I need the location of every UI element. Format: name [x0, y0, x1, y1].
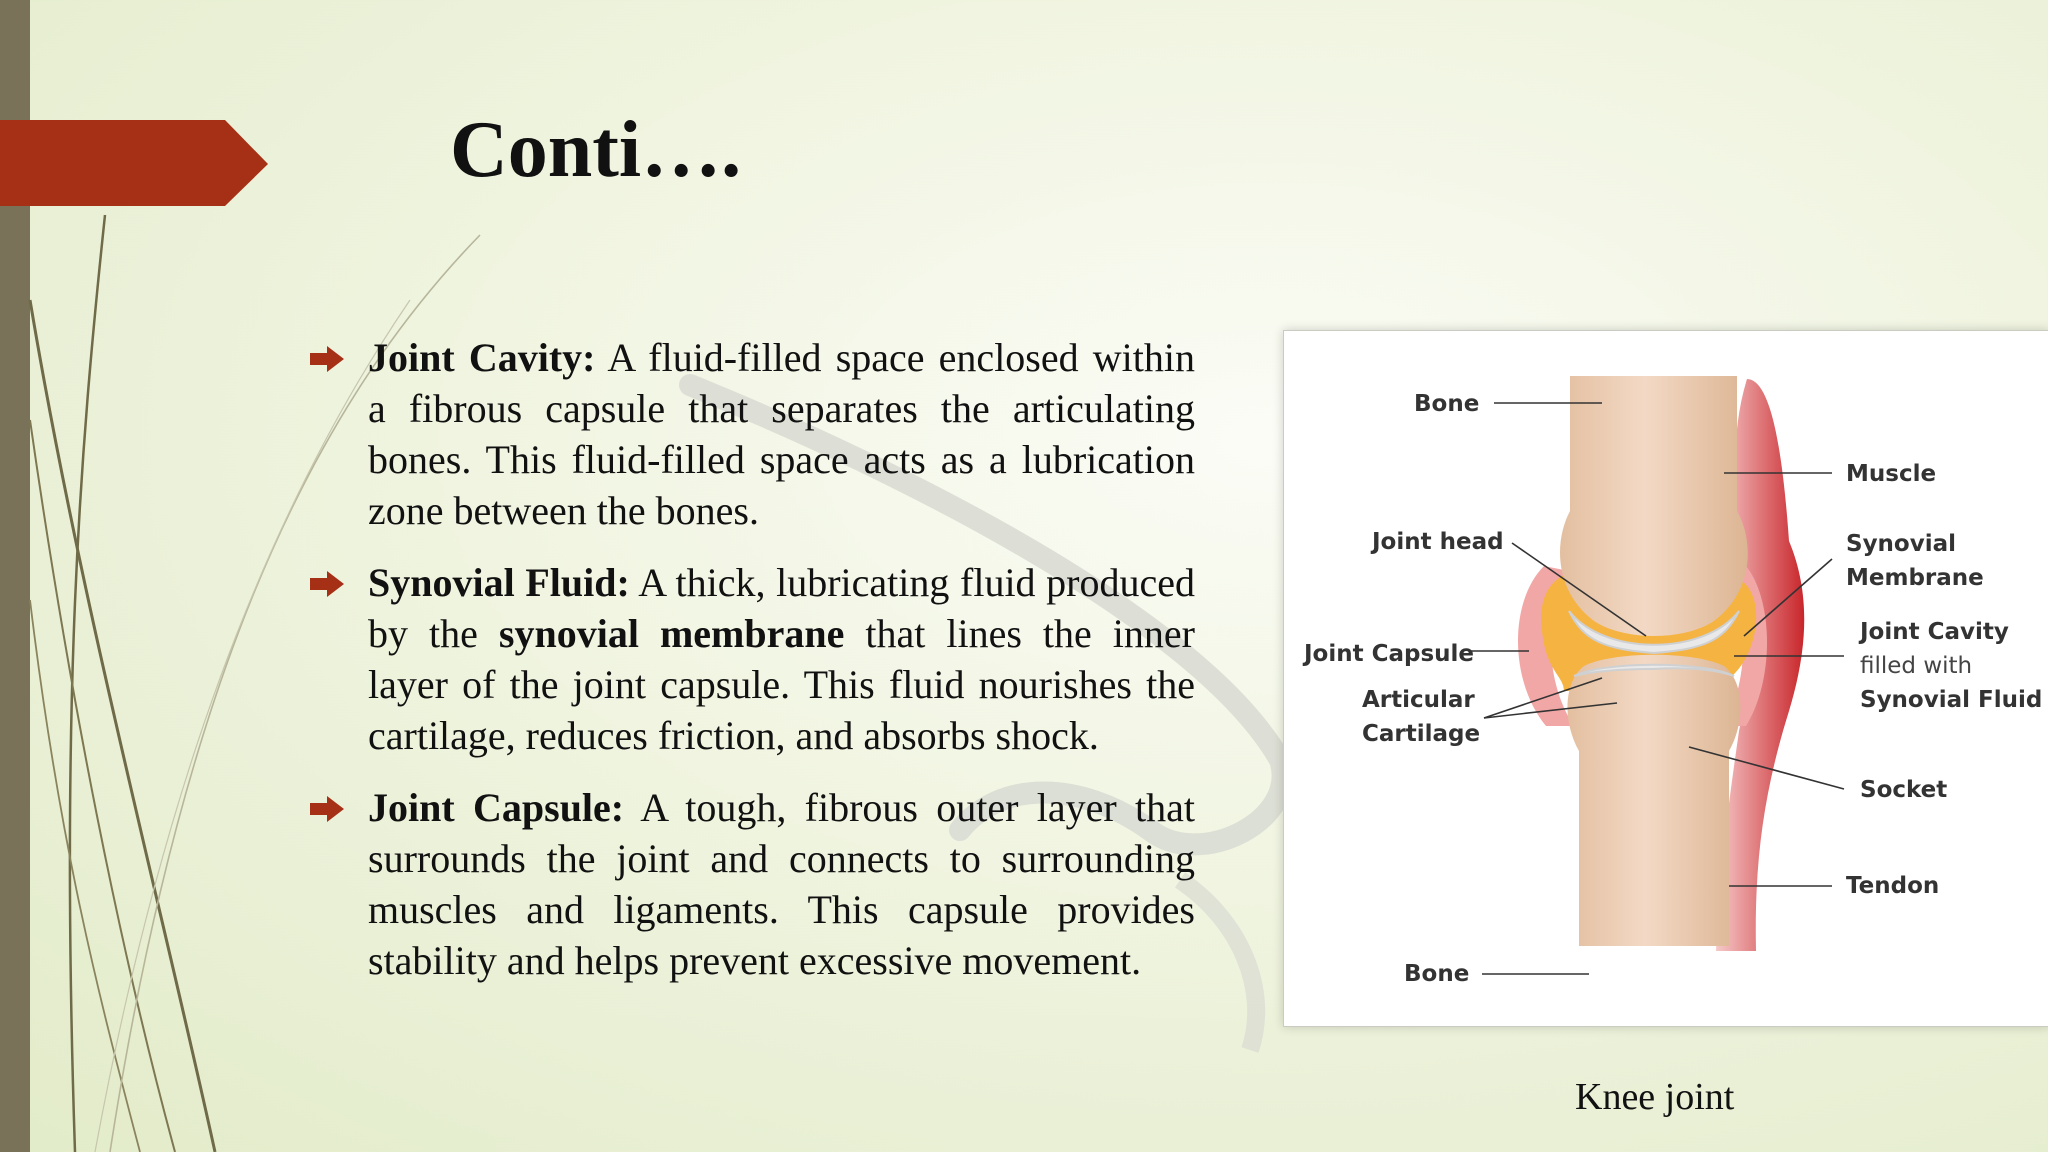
- label-muscle: Muscle: [1846, 461, 1937, 487]
- arrow-bullet-icon: [310, 346, 346, 372]
- bullet-term: Synovial Fluid:: [368, 560, 630, 605]
- bullet-body: A tough, fibrous outer layer that surrounds the joint and connects to surrounding muscles and ligaments. This capsule provides stability and helps prevent excessive movement.: [368, 785, 1196, 983]
- bullet-list: [310, 332, 1195, 1007]
- label-synovial-membrane-line1: Synovial: [1846, 531, 1957, 557]
- bullet-emphasis: synovial membrane: [498, 611, 845, 656]
- label-bone-top: Bone: [1414, 391, 1480, 417]
- bullet-joint-capsule: [310, 782, 1195, 986]
- label-synovial-membrane-line2: Membrane: [1846, 565, 1984, 591]
- bullet-body: A thick, lubricating fluid produced by the: [368, 560, 1195, 656]
- arrow-bullet-icon: [310, 796, 346, 822]
- label-tendon: Tendon: [1846, 873, 1940, 899]
- figure-caption: Knee joint: [1575, 1076, 1735, 1118]
- bullet-synovial-fluid: [310, 557, 1195, 761]
- knee-joint-diagram: [1284, 331, 2048, 1026]
- label-bone-bottom: Bone: [1404, 961, 1470, 987]
- bullet-text: [368, 332, 1195, 536]
- knee-joint-figure: [1283, 330, 2048, 1027]
- label-socket: Socket: [1860, 777, 1948, 803]
- arrow-bullet-icon: [310, 571, 346, 597]
- title-arrow-tab: [0, 120, 275, 208]
- bullet-text: [368, 782, 1195, 986]
- bullet-joint-cavity: [310, 332, 1195, 536]
- label-joint-head: Joint head: [1372, 529, 1504, 555]
- bullet-body: A fluid-filled space enclosed within a fibrous capsule that separates the articulating bones. This fluid-filled space acts as a lubrication zone between the bones.: [368, 335, 1196, 533]
- bullet-body-continued: that lines the inner layer of the joint capsule. This fluid nourishes the cartilage, reduces friction, and absorbs shock.: [368, 611, 1195, 758]
- label-joint-capsule: Joint Capsule: [1304, 641, 1475, 667]
- bullet-term: Joint Capsule:: [368, 785, 625, 830]
- label-joint-cavity-line1: Joint Cavity: [1860, 619, 2009, 645]
- slide-title: Conti….: [450, 106, 742, 194]
- label-articular-line1: Articular: [1362, 687, 1475, 713]
- lower-bone-shape: [1568, 655, 1741, 946]
- bullet-text: [368, 557, 1195, 761]
- label-joint-cavity-line2: filled with: [1860, 653, 1973, 679]
- label-joint-cavity-line3: Synovial Fluid: [1860, 687, 2043, 713]
- bullet-term: Joint Cavity:: [368, 335, 596, 380]
- label-articular-line2: Cartilage: [1362, 721, 1481, 747]
- upper-bone-shape: [1560, 376, 1748, 636]
